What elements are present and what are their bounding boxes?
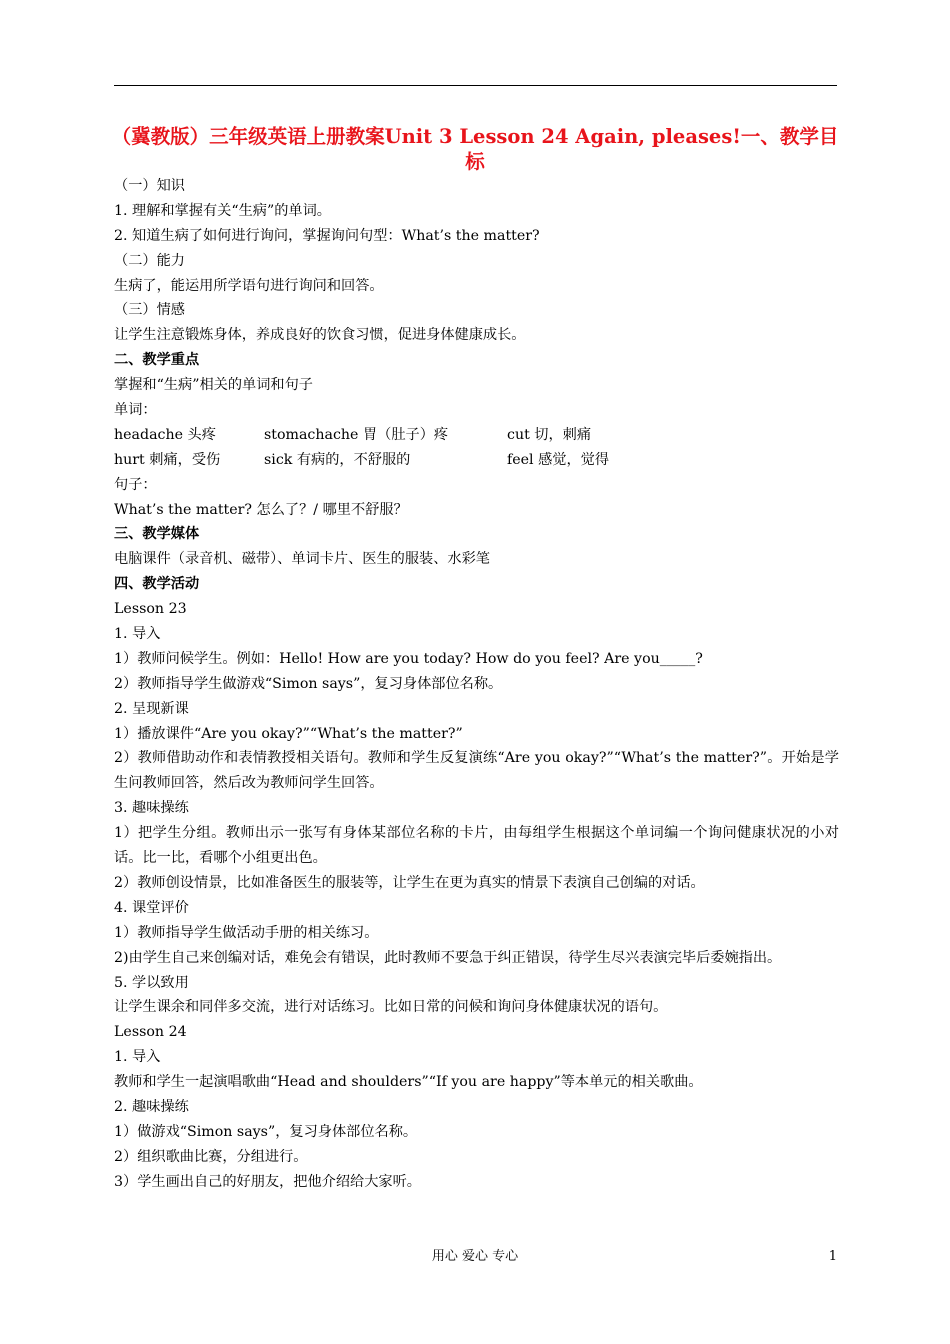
text-line: 1）做游戏“Simon says”，复习身体部位名称。: [114, 1123, 418, 1140]
text-line: 让学生注意锻炼身体，养成良好的饮食习惯，促进身体健康成长。: [114, 327, 526, 344]
text-line: What’s the matter? 怎么了？/ 哪里不舒服？: [114, 501, 408, 518]
text-line: 1. 导入: [114, 626, 161, 643]
text-paragraph: 2）教师借助动作和表情教授相关语句。教师和学生反复演练“Are you okay?”“What’s the matter?”。开始是学生问教师回答，然后改为教师问学生回答。: [114, 750, 839, 792]
vocab-item: headache 头疼: [114, 426, 216, 443]
section-heading-media: 三、教学媒体: [114, 526, 200, 543]
text-paragraph: 2)由学生自己来创编对话，难免会有错误，此时教师不要急于纠正错误，待学生尽兴表演完毕后委婉指出。: [114, 949, 782, 966]
text-line: 3. 趣味操练: [114, 800, 189, 817]
vocab-item: hurt 刺痛，受伤: [114, 451, 221, 468]
document-title: （冀教版）三年级英语上册教案Unit 3 Lesson 24 Again, pleases!一、教学目标: [111, 125, 839, 173]
text-line: 1）播放课件“Are you okay?”“What’s the matter?”: [114, 725, 463, 742]
page-number: 1: [828, 1249, 837, 1264]
section-heading-key-points: 二、教学重点: [114, 352, 200, 369]
words-label: 单词：: [114, 402, 157, 419]
footer-motto: 用心 爱心 专心: [431, 1249, 519, 1264]
text-line: 2. 呈现新课: [114, 700, 189, 717]
text-line: 电脑课件（录音机、磁带）、单词卡片、医生的服装、水彩笔: [114, 551, 490, 568]
text-line: 让学生课余和同伴多交流，进行对话练习。比如日常的问候和询问身体健康状况的语句。: [114, 999, 668, 1016]
text-line: 教师和学生一起演唱歌曲“Head and shoulders”“If you are happy”等本单元的相关歌曲。: [114, 1074, 703, 1091]
text-line: 2）教师指导学生做游戏“Simon says”，复习身体部位名称。: [114, 675, 503, 692]
text-line: 1. 理解和掌握有关“生病”的单词。: [114, 202, 331, 219]
text-line: 2）组织歌曲比赛，分组进行。: [114, 1148, 308, 1165]
text-paragraph: 1）把学生分组。教师出示一张写有身体某部位名称的卡片，由每组学生根据这个单词编一个询问健康状况的小对话。比一比，看哪个小组更出色。: [114, 825, 839, 867]
vocab-row: [114, 448, 839, 473]
text-line: 1）教师指导学生做活动手册的相关练习。: [114, 924, 379, 941]
document-body: [114, 174, 839, 1195]
text-line: Lesson 23: [114, 601, 187, 618]
text-line: 4. 课堂评价: [114, 899, 189, 916]
text-line: 2. 知道生病了如何进行询问，掌握询问句型：What’s the matter?: [114, 227, 540, 244]
text-line: （一）知识: [114, 178, 185, 194]
vocab-item: sick 有病的，不舒服的: [264, 451, 411, 468]
text-line: 掌握和“生病”相关的单词和句子: [114, 377, 313, 394]
text-line: 2）教师创设情景，比如准备医生的服装等，让学生在更为真实的情景下表演自己创编的对话。: [114, 875, 705, 891]
text-line: （二）能力: [114, 252, 185, 269]
text-line: （三）情感: [114, 302, 185, 319]
vocab-row: [114, 423, 839, 448]
text-line: 2. 趣味操练: [114, 1099, 189, 1116]
header-rule: [114, 85, 837, 86]
text-line: 1. 导入: [114, 1049, 161, 1066]
text-line: 3）学生画出自己的好朋友，把他介绍给大家听。: [114, 1173, 421, 1190]
vocab-item: feel 感觉，觉得: [507, 451, 610, 468]
vocab-item: stomachache 胃（肚子）疼: [264, 426, 449, 443]
text-line: 1）教师问候学生。例如：Hello! How are you today? How do you feel? Are you_____?: [114, 650, 703, 667]
section-heading-activities: 四、教学活动: [114, 576, 200, 593]
sentences-label: 句子：: [114, 476, 157, 493]
text-line: Lesson 24: [114, 1024, 187, 1041]
vocab-item: cut 切，刺痛: [507, 426, 592, 443]
text-line: 5. 学以致用: [114, 974, 189, 991]
text-line: 生病了，能运用所学语句进行询问和回答。: [114, 277, 384, 294]
